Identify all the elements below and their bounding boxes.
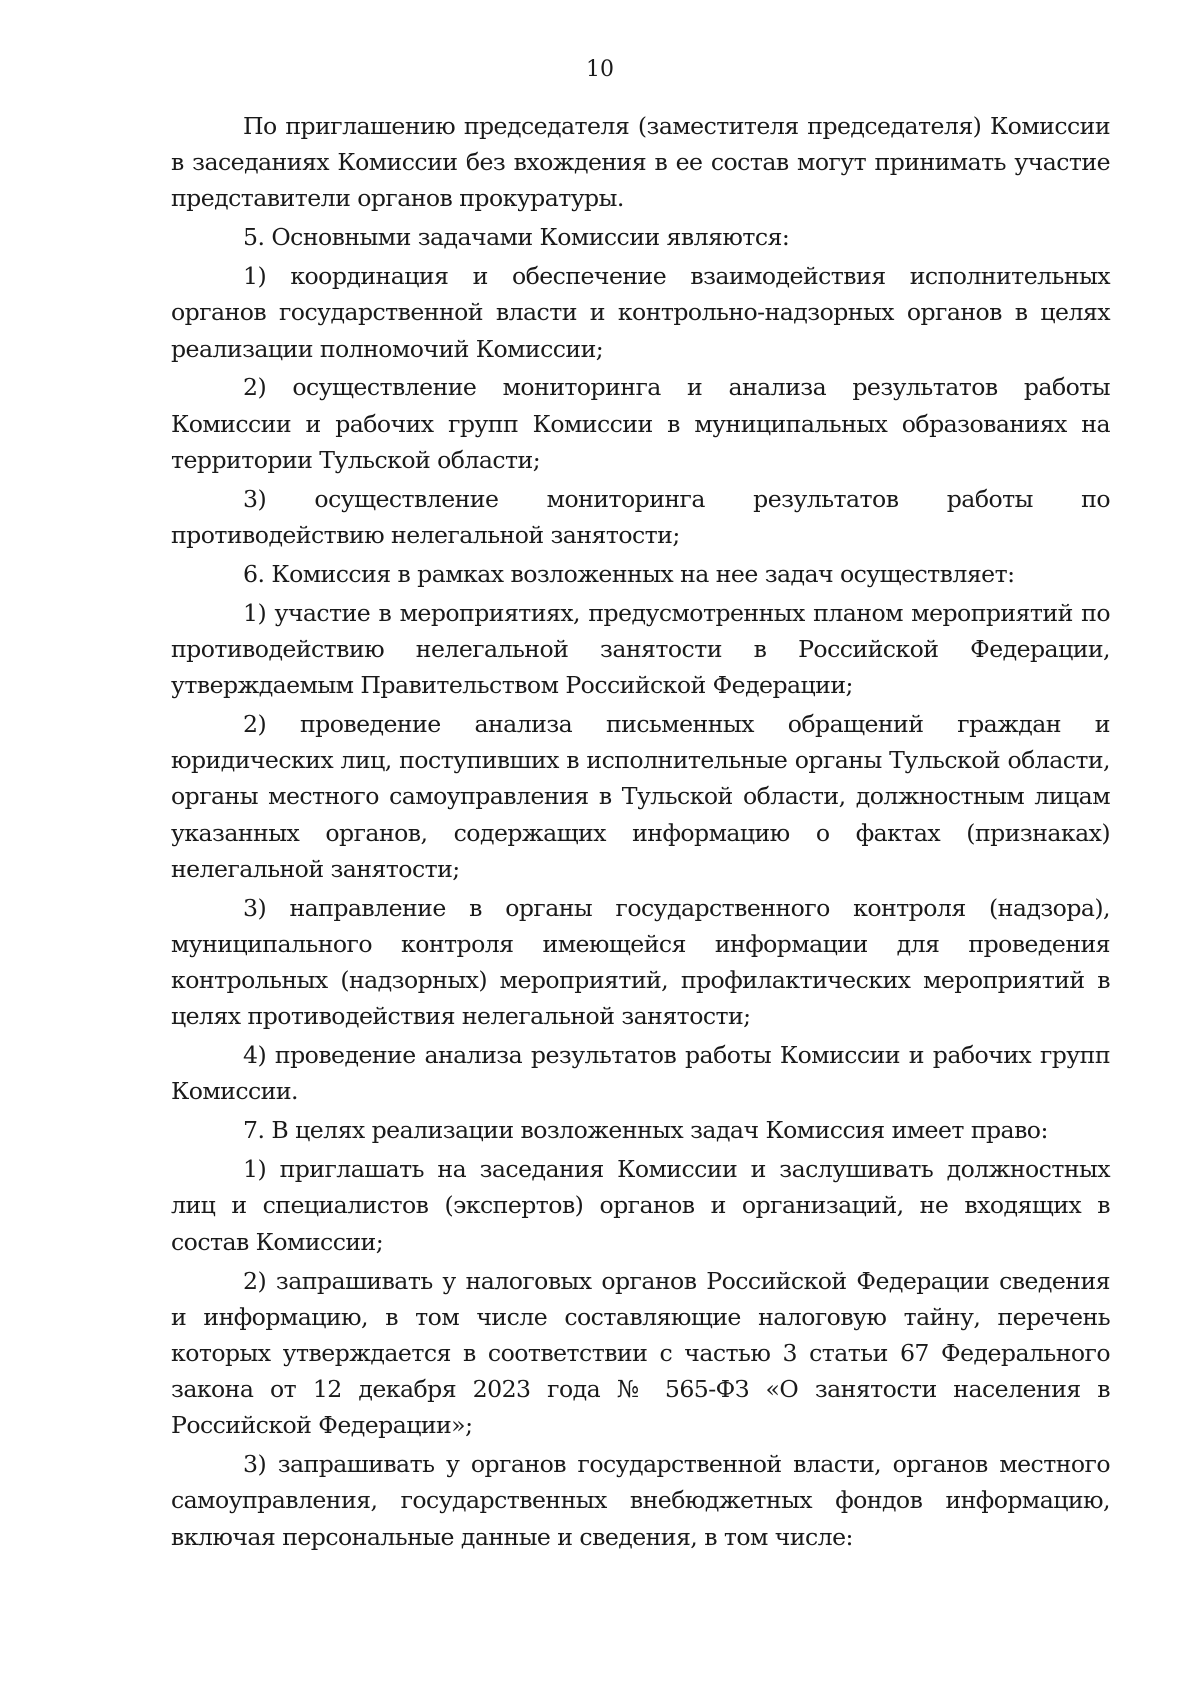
paragraph-function-2: 2) проведение анализа письменных обращений граждан и юридических лиц, поступивших в исполнительные органы Тульской области, органы местного самоуправления в Тульской области, должностным лицам указанных органов, содержащих информацию о фактах (признаках) нелегальной занятости; bbox=[171, 710, 1110, 883]
paragraph-task-3: 3) осуществление мониторинга результатов работы по противодействию нелегальной занятости; bbox=[171, 484, 1110, 549]
paragraph-right-2: 2) запрашивать у налоговых органов Российской Федерации сведения и информацию, в том числе составляющие налоговую тайну, перечень которых утверждается в соответствии с частью 3 статьи 67 Федерального закона от 12 декабря 2023 года № 565-ФЗ «О занятости населения в Российской Федерации»; bbox=[171, 1266, 1110, 1440]
page-number: 10 bbox=[586, 57, 614, 82]
paragraph-section-5-heading: 5. Основными задачами Комиссии являются: bbox=[243, 223, 790, 252]
document-body bbox=[171, 108, 1110, 1558]
paragraph-right-1: 1) приглашать на заседания Комиссии и заслушивать должностных лиц и специалистов (экспертов) органов и организаций, не входящих в состав Комиссии; bbox=[171, 1155, 1110, 1256]
paragraph-task-2: 2) осуществление мониторинга и анализа результатов работы Комиссии и рабочих групп Комиссии в муниципальных образованиях на территории Тульской области; bbox=[171, 373, 1110, 474]
paragraph-right-3: 3) запрашивать у органов государственной власти, органов местного самоуправления, государственных внебюджетных фондов информацию, включая персональные данные и сведения, в том числе: bbox=[171, 1450, 1110, 1551]
paragraph-section-6-heading: 6. Комиссия в рамках возложенных на нее задач осуществляет: bbox=[243, 559, 1015, 588]
paragraph-function-4: 4) проведение анализа результатов работы Комиссии и рабочих групп Комиссии. bbox=[171, 1041, 1110, 1106]
paragraph-function-3: 3) направление в органы государственного контроля (надзора), муниципального контроля имеющейся информации для проведения контрольных (надзорных) мероприятий, профилактических мероприятий в целях противодействия нелегальной занятости; bbox=[171, 893, 1110, 1031]
paragraph-section-7-heading: 7. В целях реализации возложенных задач Комиссия имеет право: bbox=[243, 1116, 1048, 1145]
paragraph-task-1: 1) координация и обеспечение взаимодействия исполнительных органов государственной власти и контрольно-надзорных органов в целях реализации полномочий Комиссии; bbox=[171, 262, 1110, 363]
paragraph-function-1: 1) участие в мероприятиях, предусмотренных планом мероприятий по противодействию нелегальной занятости в Российской Федерации, утверждаемым Правительством Российской Федерации; bbox=[171, 598, 1110, 700]
paragraph-prosecutor-participation: По приглашению председателя (заместителя председателя) Комиссии в заседаниях Комиссии без вхождения в ее состав могут принимать участие представители органов прокуратуры. bbox=[171, 112, 1110, 213]
